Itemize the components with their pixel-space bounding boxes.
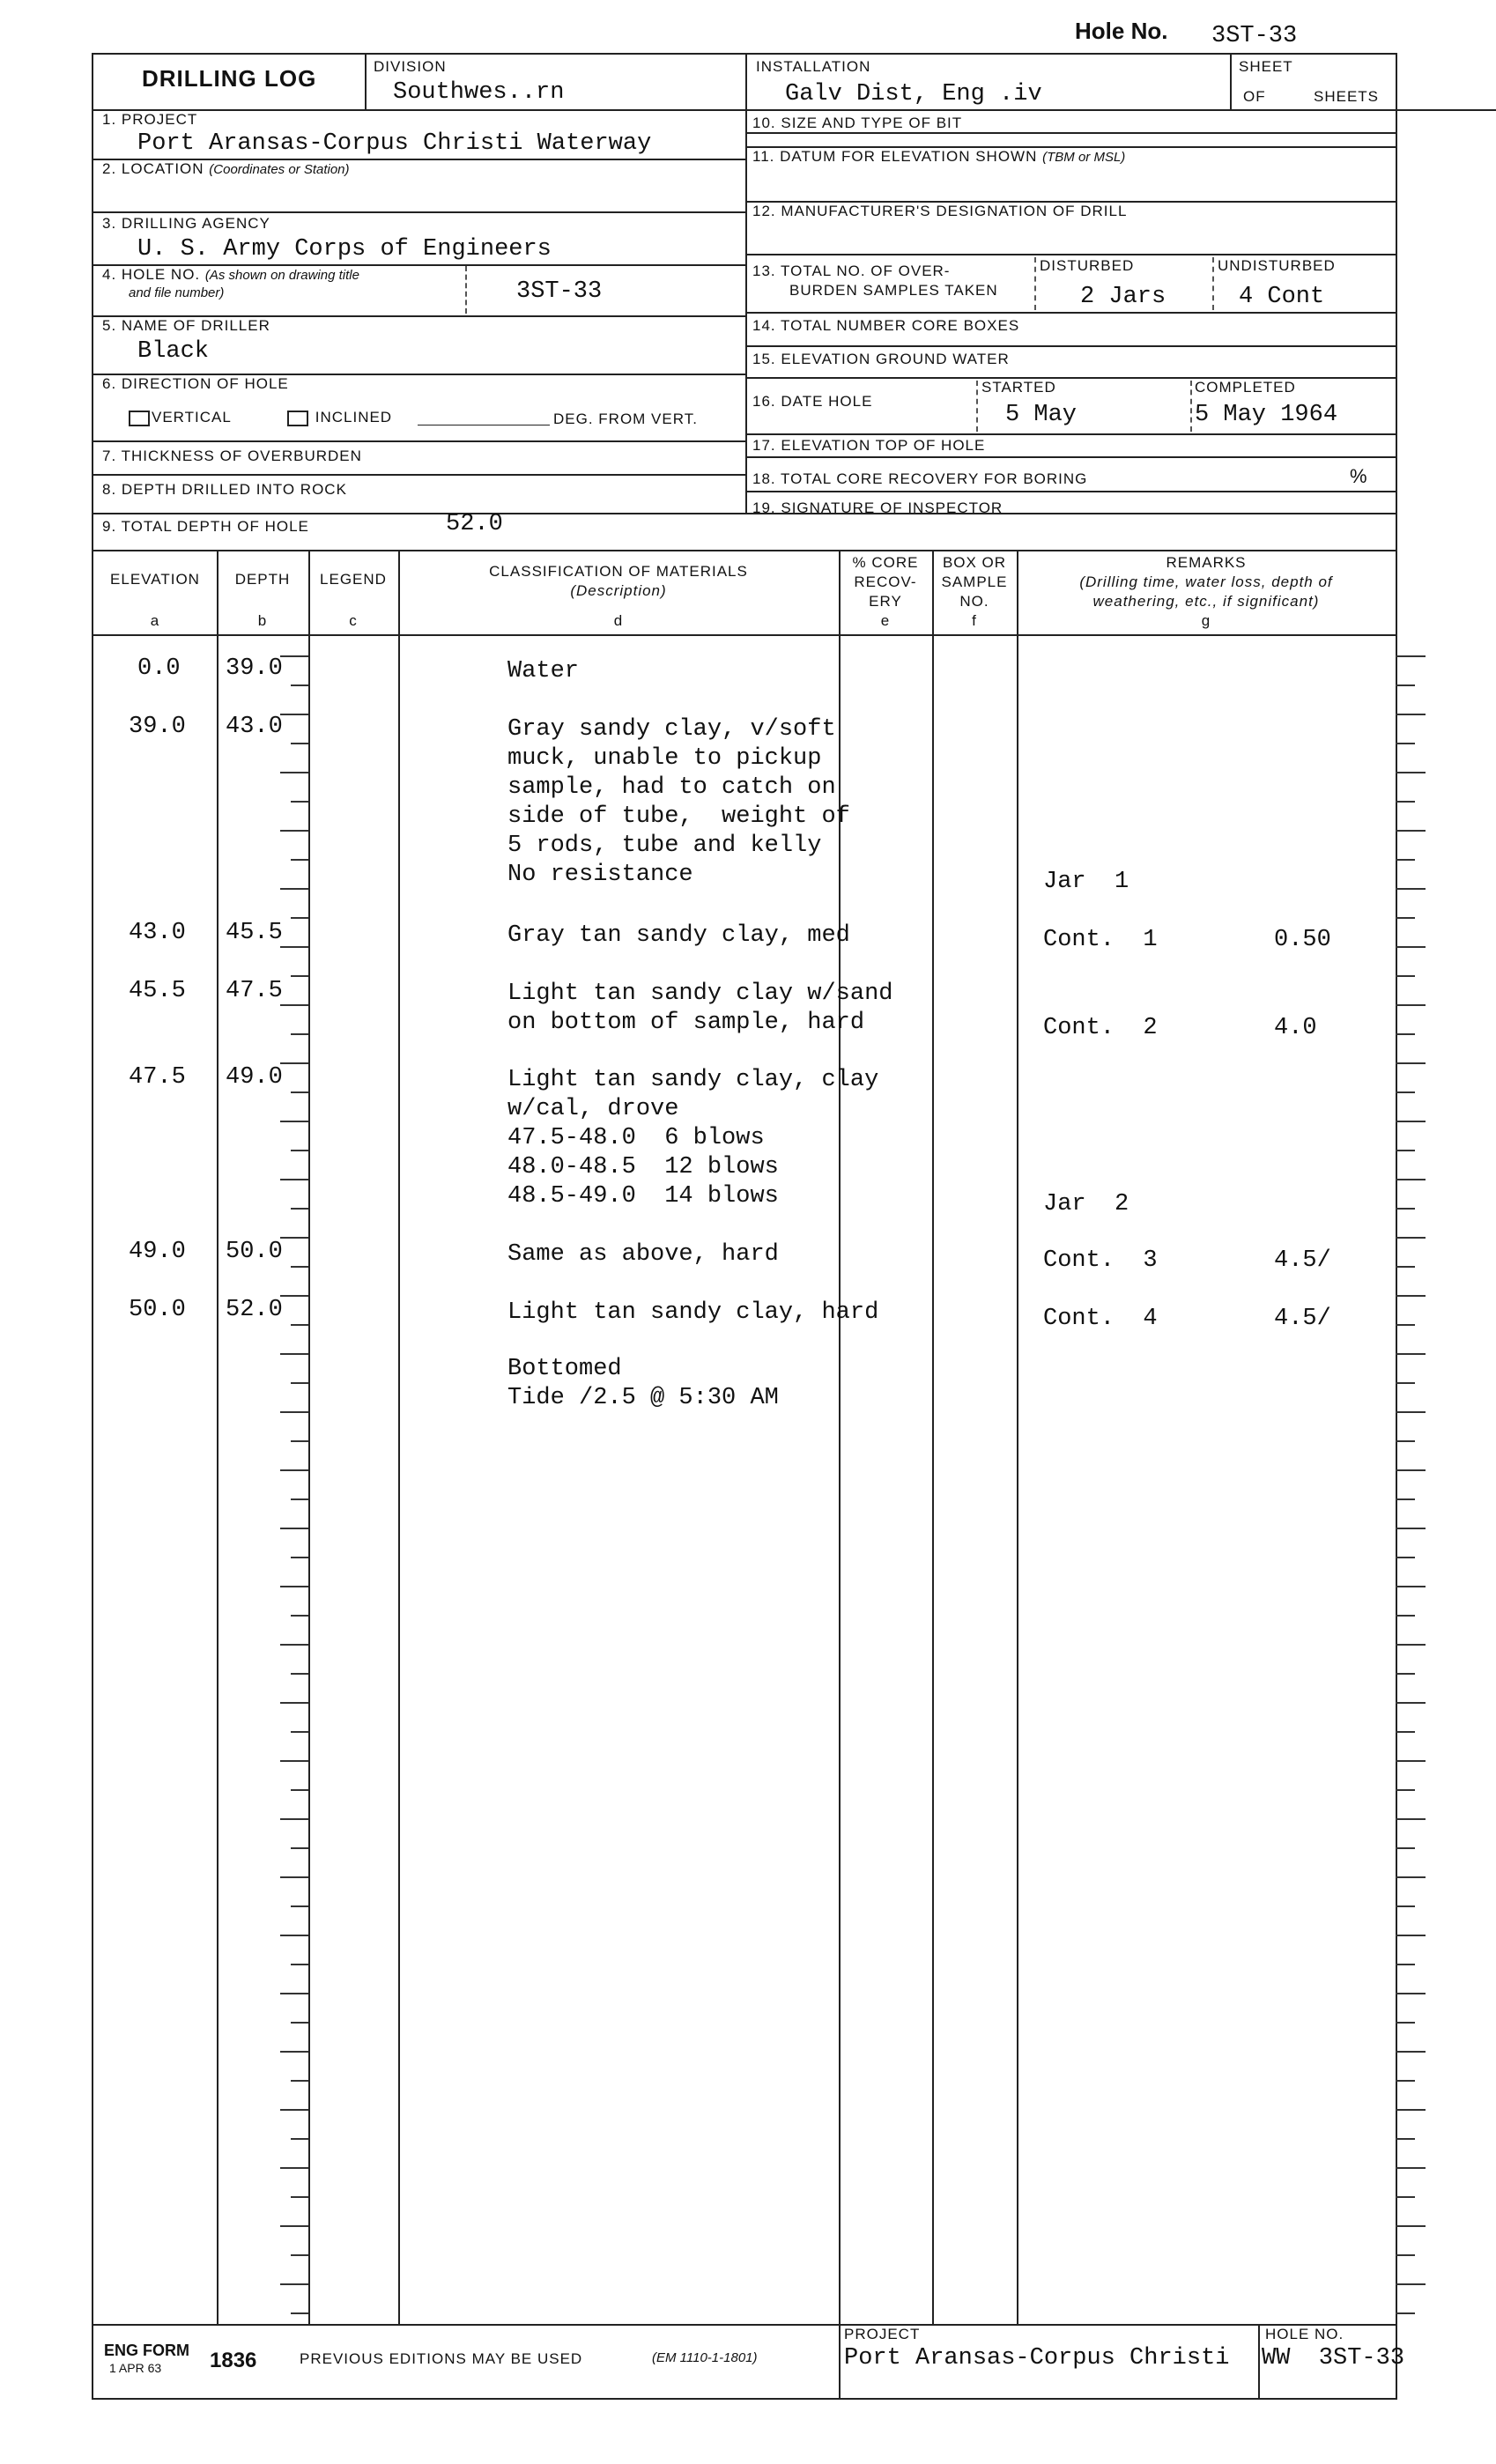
scale-tick — [280, 1876, 308, 1878]
scale-tick — [291, 1208, 308, 1210]
core-recovery-label: 18. TOTAL CORE RECOVERY FOR BORING — [752, 470, 1088, 487]
completed-label: COMPLETED — [1195, 379, 1296, 396]
datum-note: (TBM or MSL) — [1042, 150, 1126, 165]
scale-tick — [280, 772, 308, 773]
scale-tick — [291, 1091, 308, 1093]
scale-tick — [291, 2312, 308, 2314]
row-4-depth: 47.5 — [226, 978, 283, 1004]
disturbed-value: 2 Jars — [1080, 284, 1166, 310]
vertical-checkbox[interactable] — [129, 409, 232, 426]
elev-top-label: 17. ELEVATION TOP OF HOLE — [752, 437, 986, 454]
scale-tick — [1396, 714, 1426, 715]
row-5-depth: 49.0 — [226, 1064, 283, 1091]
col-remarks-letter: g — [1201, 612, 1211, 629]
scale-tick — [280, 1818, 308, 1820]
row-2-depth: 43.0 — [226, 714, 283, 740]
scale-tick — [280, 1121, 308, 1122]
footer-previous: PREVIOUS EDITIONS MAY BE USED — [300, 2350, 583, 2367]
scale-tick — [1396, 1382, 1415, 1384]
scale-tick — [291, 1905, 308, 1907]
scale-tick — [291, 975, 308, 977]
started-value: 5 May — [1005, 402, 1078, 428]
scale-tick — [291, 1266, 308, 1268]
scale-tick — [280, 1644, 308, 1646]
scale-tick — [1396, 859, 1415, 861]
scale-tick — [280, 714, 308, 715]
ground-water-label: 15. ELEVATION GROUND WATER — [752, 351, 1010, 367]
scale-tick — [1396, 1905, 1415, 1907]
remark-4-sample: Jar 2 — [1043, 1191, 1129, 1217]
scale-tick — [280, 946, 308, 948]
scale-tick — [1396, 888, 1426, 890]
started-label: STARTED — [981, 379, 1056, 396]
scale-tick — [1396, 1498, 1415, 1500]
scale-tick — [1396, 1586, 1426, 1587]
scale-tick — [280, 2225, 308, 2227]
vertical-box[interactable] — [129, 411, 150, 426]
scale-tick — [1396, 2080, 1415, 2082]
samples-label-1: 13. TOTAL NO. OF OVER- — [752, 263, 951, 279]
scale-tick — [1396, 1324, 1415, 1326]
agency-value: U. S. Army Corps of Engineers — [137, 236, 552, 263]
scale-tick — [291, 1615, 308, 1617]
scale-tick — [291, 1964, 308, 1965]
col-core-2: RECOV- — [854, 573, 917, 590]
hole-no-header-label: Hole No. — [1075, 18, 1168, 44]
bit-label: 10. SIZE AND TYPE OF BIT — [752, 115, 963, 131]
inclined-checkbox[interactable] — [287, 409, 392, 426]
inclined-label: INCLINED — [315, 409, 393, 425]
footer-hole-value: WW 3ST-33 — [1262, 2345, 1405, 2372]
scale-tick — [280, 1411, 308, 1413]
remark-5-sample: Cont. 3 — [1043, 1247, 1158, 1274]
date-label: 16. DATE HOLE — [752, 393, 873, 410]
right-scale — [1396, 634, 1431, 2324]
footer-project-value: Port Aransas-Corpus Christi — [844, 2345, 1230, 2372]
hole-no-field-label — [102, 266, 359, 284]
drilling-log-form — [92, 53, 1405, 2400]
row-5-desc: Light tan sandy clay, clay w/cal, drove 47.5-48.0 6 blows 48.0-48.5 12 blows 48.5-49.0 14 blows — [507, 1067, 879, 1210]
scale-tick — [1396, 1237, 1426, 1239]
overburden-label: 7. THICKNESS OF OVERBURDEN — [102, 448, 362, 464]
scale-tick — [1396, 743, 1415, 744]
row-2-elevation: 39.0 — [129, 714, 186, 740]
scale-tick — [1396, 1731, 1415, 1733]
scale-tick — [291, 1324, 308, 1326]
inclined-box[interactable] — [287, 411, 308, 426]
location-label-text: 2. LOCATION — [102, 160, 204, 177]
hole-no-header — [1075, 18, 1167, 45]
row-3-elevation: 43.0 — [129, 920, 186, 946]
scale-tick — [1396, 1528, 1426, 1529]
scale-tick — [1396, 1091, 1415, 1093]
remark-6-sample: Cont. 4 — [1043, 1306, 1158, 1332]
rock-label: 8. DEPTH DRILLED INTO ROCK — [102, 481, 347, 498]
scale-tick — [280, 2167, 308, 2169]
scale-tick — [280, 1469, 308, 1471]
scale-tick — [1396, 801, 1415, 803]
remark-1-sample: Jar 1 — [1043, 869, 1129, 895]
col-box-1: BOX OR — [942, 554, 1007, 571]
col-classification-letter: d — [613, 612, 624, 629]
bottom-note: Bottomed Tide /2.5 @ 5:30 AM — [507, 1356, 779, 1411]
scale-tick — [1396, 1266, 1415, 1268]
scale-tick — [291, 1673, 308, 1675]
scale-tick — [1396, 1469, 1426, 1471]
col-legend-letter: c — [349, 612, 358, 629]
remark-3-value: 4.0 — [1274, 1015, 1317, 1041]
of-sheets-label: OF — [1243, 88, 1266, 105]
scale-tick — [280, 1295, 308, 1297]
scale-tick — [1396, 1033, 1415, 1035]
scale-tick — [1396, 1964, 1415, 1965]
scale-tick — [280, 1062, 308, 1064]
col-remarks-note1: (Drilling time, water loss, depth of — [1079, 573, 1333, 590]
scale-tick — [1396, 2283, 1426, 2285]
scale-tick — [1396, 1440, 1415, 1442]
scale-tick — [291, 2080, 308, 2082]
col-core-letter: e — [880, 612, 891, 629]
col-legend: LEGEND — [320, 571, 387, 588]
scale-tick — [280, 1353, 308, 1355]
scale-tick — [291, 1789, 308, 1791]
scale-tick — [280, 1586, 308, 1587]
project-value: Port Aransas-Corpus Christi Waterway — [137, 130, 652, 157]
remark-2-sample: Cont. 1 — [1043, 927, 1158, 953]
col-classification: CLASSIFICATION OF MATERIALS — [489, 563, 748, 580]
remark-3-sample: Cont. 2 — [1043, 1015, 1158, 1041]
scale-tick — [291, 917, 308, 919]
scale-tick — [280, 1702, 308, 1704]
core-boxes-label: 14. TOTAL NUMBER CORE BOXES — [752, 317, 1020, 334]
col-depth-letter: b — [257, 612, 268, 629]
location-label — [102, 160, 350, 178]
col-depth: DEPTH — [234, 571, 291, 588]
scale-tick — [1396, 1179, 1426, 1180]
row-5-elevation: 47.5 — [129, 1064, 186, 1091]
scale-tick — [291, 684, 308, 686]
footer-eng-form: ENG FORM — [104, 2342, 189, 2359]
form-title: DRILLING LOG — [142, 65, 317, 92]
row-3-desc: Gray tan sandy clay, med — [507, 922, 850, 949]
remark-6-value: 4.5/ — [1274, 1306, 1331, 1332]
row-7-elevation: 50.0 — [129, 1297, 186, 1323]
division-value: Southwes..rn — [393, 79, 565, 106]
scale-tick — [1396, 946, 1426, 948]
scale-tick — [291, 2138, 308, 2140]
remark-2-value: 0.50 — [1274, 927, 1331, 953]
scale-tick — [291, 1847, 308, 1849]
col-core-1: % CORE — [852, 554, 919, 571]
depth-scale — [275, 634, 308, 2324]
col-remarks-note2: weathering, etc., if significant) — [1092, 593, 1320, 610]
scale-tick — [291, 2196, 308, 2198]
scale-tick — [1396, 1876, 1426, 1878]
direction-label: 6. DIRECTION OF HOLE — [102, 375, 289, 392]
completed-value: 5 May 1964 — [1195, 402, 1338, 428]
scale-tick — [291, 1557, 308, 1558]
scale-tick — [280, 2051, 308, 2053]
scale-tick — [1396, 1295, 1426, 1297]
scale-tick — [1396, 1121, 1426, 1122]
row-4-desc: Light tan sandy clay w/sand on bottom of sample, hard — [507, 980, 893, 1036]
footer-em: (EM 1110-1-1801) — [652, 2350, 758, 2365]
scale-tick — [280, 830, 308, 832]
row-7-depth: 52.0 — [226, 1297, 283, 1323]
row-1-elevation: 0.0 — [137, 655, 181, 682]
scale-tick — [1396, 2196, 1415, 2198]
samples-label-2: BURDEN SAMPLES TAKEN — [789, 282, 998, 299]
scale-tick — [280, 1237, 308, 1239]
scale-tick — [1396, 2109, 1426, 2111]
scale-tick — [280, 1179, 308, 1180]
hole-no-field-label-text: 4. HOLE NO. — [102, 266, 201, 283]
scale-tick — [280, 1993, 308, 1994]
scale-tick — [291, 1440, 308, 1442]
hole-no-field-value: 3ST-33 — [516, 278, 603, 305]
scale-tick — [280, 888, 308, 890]
scale-tick — [291, 2022, 308, 2024]
col-remarks: REMARKS — [1166, 554, 1247, 571]
driller-label: 5. NAME OF DRILLER — [102, 317, 270, 334]
scale-tick — [1396, 830, 1426, 832]
scale-tick — [1396, 2022, 1415, 2024]
row-4-elevation: 45.5 — [129, 978, 186, 1004]
signature-label: 19. SIGNATURE OF INSPECTOR — [752, 499, 1004, 516]
scale-tick — [1396, 1004, 1426, 1006]
mfr-label: 12. MANUFACTURER'S DESIGNATION OF DRILL — [752, 203, 1128, 219]
hole-no-field-note1: (As shown on drawing title — [204, 268, 359, 283]
datum-label-text: 11. DATUM FOR ELEVATION SHOWN — [752, 148, 1038, 165]
scale-tick — [1396, 2254, 1415, 2256]
footer-form-date: 1 APR 63 — [109, 2361, 162, 2375]
disturbed-label: DISTURBED — [1040, 257, 1135, 274]
row-1-depth: 39.0 — [226, 655, 283, 682]
scale-tick — [280, 2283, 308, 2285]
installation-value: Galv Dist, Eng .iv — [785, 81, 1042, 107]
col-elevation — [93, 570, 217, 589]
scale-tick — [280, 1528, 308, 1529]
scale-tick — [1396, 655, 1426, 657]
scale-tick — [1396, 975, 1415, 977]
scale-tick — [1396, 2051, 1426, 2053]
col-elevation-label: ELEVATION — [110, 571, 200, 588]
hole-no-header-value: 3ST-33 — [1211, 23, 1298, 49]
footer-project-label: PROJECT — [844, 2326, 921, 2342]
scale-tick — [1396, 1993, 1426, 1994]
scale-tick — [1396, 1789, 1415, 1791]
total-depth-value: 52.0 — [446, 511, 503, 537]
scale-tick — [1396, 1847, 1415, 1849]
driller-value: Black — [137, 338, 210, 365]
scale-tick — [291, 1731, 308, 1733]
row-6-elevation: 49.0 — [129, 1239, 186, 1265]
undisturbed-value: 4 Cont — [1239, 284, 1325, 310]
scale-tick — [1396, 1208, 1415, 1210]
scale-tick — [1396, 1818, 1426, 1820]
total-depth-label: 9. TOTAL DEPTH OF HOLE — [102, 518, 309, 535]
scale-tick — [291, 801, 308, 803]
scale-tick — [1396, 1411, 1426, 1413]
deg-label: DEG. FROM VERT. — [553, 411, 698, 427]
row-6-desc: Same as above, hard — [507, 1241, 779, 1268]
percent-sign: % — [1350, 465, 1367, 487]
scale-tick — [1396, 1615, 1415, 1617]
scale-tick — [1396, 1150, 1415, 1151]
scale-tick — [1396, 1644, 1426, 1646]
scale-tick — [1396, 1702, 1426, 1704]
scale-tick — [1396, 1760, 1426, 1762]
sheet-label: SHEET — [1239, 58, 1293, 75]
scale-tick — [280, 2109, 308, 2111]
installation-label: INSTALLATION — [756, 58, 871, 75]
scale-tick — [291, 1033, 308, 1035]
scale-tick — [1396, 1062, 1426, 1064]
col-box-2: SAMPLE — [941, 573, 1008, 590]
scale-tick — [280, 655, 308, 657]
remark-5-value: 4.5/ — [1274, 1247, 1331, 1274]
undisturbed-label: UNDISTURBED — [1218, 257, 1336, 274]
scale-tick — [1396, 2312, 1415, 2314]
col-elevation-letter: a — [150, 612, 160, 629]
scale-tick — [291, 1498, 308, 1500]
row-3-depth: 45.5 — [226, 920, 283, 946]
project-label: 1. PROJECT — [102, 111, 198, 128]
scale-tick — [291, 859, 308, 861]
scale-tick — [1396, 2225, 1426, 2227]
col-box-3: NO. — [959, 593, 989, 610]
col-core-3: ERY — [869, 593, 902, 610]
row-7-desc: Light tan sandy clay, hard — [507, 1299, 879, 1326]
scale-tick — [291, 1382, 308, 1384]
division-label: DIVISION — [374, 58, 447, 75]
hole-no-field-note2: and file number) — [129, 285, 225, 300]
location-note: (Coordinates or Station) — [209, 162, 350, 177]
row-2-desc: Gray sandy clay, v/soft muck, unable to pickup sample, had to catch on side of tube, weight of 5 rods, tube and kelly No resistance — [507, 716, 850, 888]
scale-tick — [1396, 1935, 1426, 1936]
scale-tick — [280, 1004, 308, 1006]
footer-hole-label: HOLE NO. — [1265, 2326, 1344, 2342]
row-1-desc: Water — [507, 658, 580, 684]
scale-tick — [1396, 2138, 1415, 2140]
scale-tick — [1396, 917, 1415, 919]
col-box-letter: f — [972, 612, 977, 629]
scale-tick — [291, 743, 308, 744]
footer-form-no: 1836 — [210, 2349, 257, 2372]
scale-tick — [1396, 1353, 1426, 1355]
scale-tick — [1396, 1557, 1415, 1558]
scale-tick — [1396, 772, 1426, 773]
col-classification-note: (Description) — [570, 582, 667, 599]
scale-tick — [291, 2254, 308, 2256]
row-6-depth: 50.0 — [226, 1239, 283, 1265]
scale-tick — [280, 1760, 308, 1762]
agency-label: 3. DRILLING AGENCY — [102, 215, 270, 232]
datum-label — [752, 148, 1125, 166]
sheets-label: SHEETS — [1314, 88, 1380, 105]
scale-tick — [1396, 1673, 1415, 1675]
scale-tick — [280, 1935, 308, 1936]
scale-tick — [1396, 684, 1415, 686]
vertical-label: VERTICAL — [152, 409, 232, 425]
scale-tick — [291, 1150, 308, 1151]
scale-tick — [1396, 2167, 1426, 2169]
